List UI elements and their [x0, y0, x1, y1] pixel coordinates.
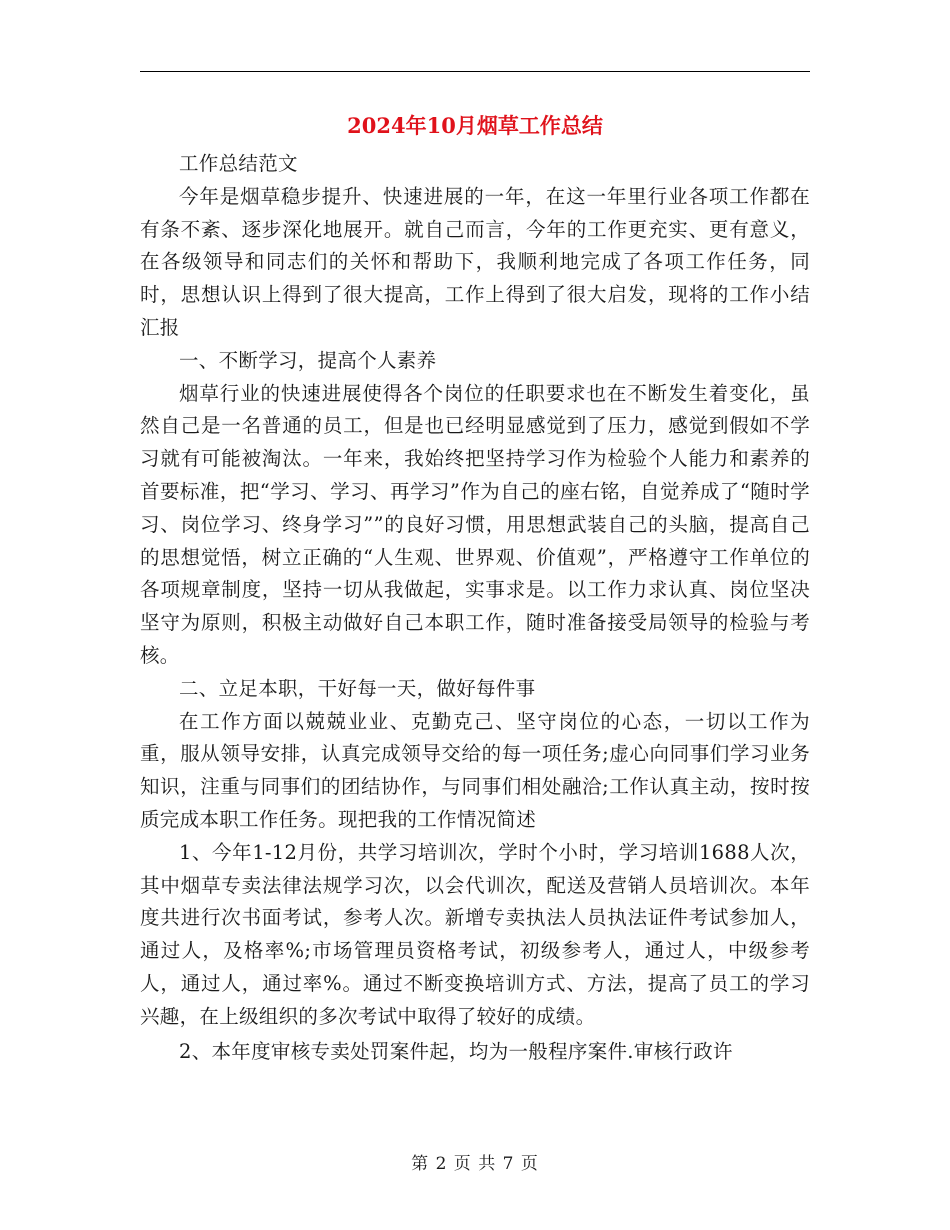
document-body — [140, 148, 810, 1068]
paragraph-item-1: 1、今年1-12月份，共学习培训次，学时个小时，学习培训1688人次，其中烟草专卖法律法规学习次，以会代训次，配送及营销人员培训次。本年度共进行次书面考试，参考人次。新增专卖执法人员执法证件考试参加人，通过人，及格率%;市场管理员资格考试，初级参考人，通过人，中级参考人，通过人，通过率%。通过不断变换培训方式、方法，提高了员工的学习兴趣，在上级组织的多次考试中取得了较好的成绩。 — [140, 840, 810, 1028]
page-number: 第 2 页 共 7 页 — [411, 1154, 539, 1174]
document-title: 2024年10月烟草工作总结 — [347, 113, 603, 138]
paragraph-work: 在工作方面以兢兢业业、克勤克己、坚守岗位的心态，一切以工作为重，服从领导安排，认真完成领导交给的每一项任务;虚心向同事们学习业务知识，注重与同事们的团结协作，与同事们相处融洽;工作认真主动，按时按质完成本职工作任务。现把我的工作情况简述 — [140, 709, 810, 831]
section-heading-2: 二、立足本职，干好每一天，做好每件事 — [179, 676, 536, 700]
paragraph-intro: 今年是烟草稳步提升、快速进展的一年，在这一年里行业各项工作都在有条不紊、逐步深化地展开。就自己而言，今年的工作更充实、更有意义，在各级领导和同志们的关怀和帮助下，我顺利地完成了各项工作任务，同时，思想认识上得到了很大提高，工作上得到了很大启发，现将的工作小结汇报 — [140, 184, 810, 339]
paragraph-doc-type: 工作总结范文 — [179, 152, 298, 175]
paragraph-learning: 烟草行业的快速进展使得各个岗位的任职要求也在不断发生着变化，虽然自己是一名普通的员工，但是也已经明显感觉到了压力，感觉到假如不学习就有可能被淘汰。一年来，我始终把坚持学习作为检验个人能力和素养的首要标准，把“学习、学习、再学习”作为自己的座右铭，自觉养成了“随时学习、岗位学习、终身学习””的良好习惯，用思想武装自己的头脑，提高自己的思想觉悟，树立正确的“人生观、世界观、价值观”，严格遵守工作单位的各项规章制度，坚持一切从我做起，实事求是。以工作力求认真、岗位坚决坚守为原则，积极主动做好自己本职工作，随时准备接受局领导的检验与考核。 — [140, 381, 810, 667]
section-heading-1: 一、不断学习，提高个人素养 — [179, 348, 437, 372]
header-rule — [140, 71, 810, 72]
paragraph-item-2: 2、本年度审核专卖处罚案件起，均为一般程序案件.审核行政许 — [179, 1039, 733, 1063]
